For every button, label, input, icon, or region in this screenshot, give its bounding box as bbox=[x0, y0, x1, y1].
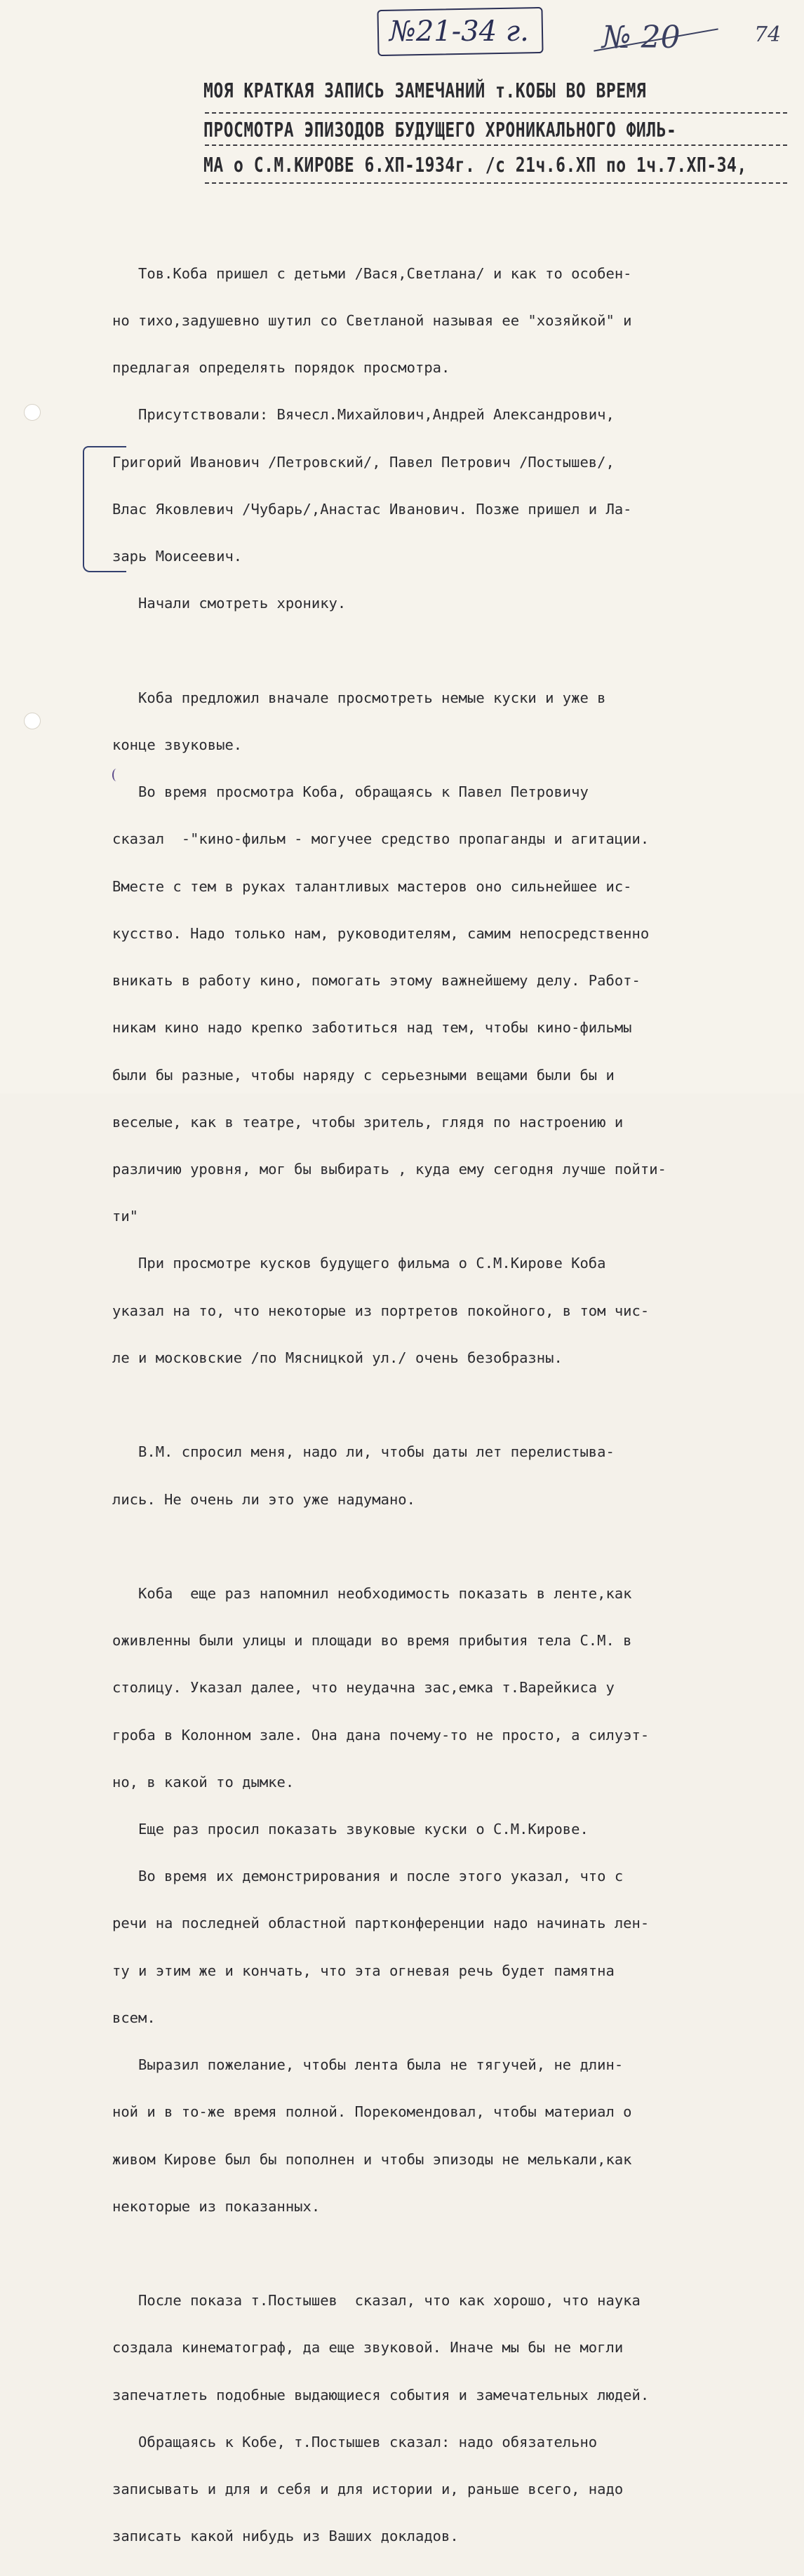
body-line: гроба в Колонном зале. Она дана почему-то не просто, а силуэт- bbox=[112, 1726, 650, 1744]
body-line: кусство. Надо только нам, руководителям, самим непосредственно bbox=[112, 924, 650, 942]
body-line: живом Кирове был бы пополнен и чтобы эпизоды не мелькали,как bbox=[112, 2150, 632, 2168]
body-line: Влас Яковлевич /Чубарь/,Анастас Иванович. Позже пришел и Ла- bbox=[112, 500, 632, 518]
body-line bbox=[112, 1397, 786, 1412]
body-line: никам кино надо крепко заботиться над тем, чтобы кино-фильмы bbox=[112, 1019, 632, 1037]
body-line: зарь Моисеевич. bbox=[112, 548, 243, 565]
handwritten-file-number: №21-34 г. bbox=[389, 15, 529, 48]
body-line: Во время просмотра Коба, обращаясь к Павел Петровичу bbox=[112, 783, 589, 801]
punch-hole bbox=[24, 404, 41, 421]
body-line: различию уровня, мог бы выбирать , куда ему сегодня лучше пойти- bbox=[112, 1160, 666, 1178]
body-line: Григорий Иванович /Петровский/, Павел Петрович /Постышев/, bbox=[112, 453, 615, 471]
body-line: Тов.Коба пришел с детьми /Вася,Светлана/ и как то особен- bbox=[112, 264, 632, 282]
body-line: Начали смотреть хронику. bbox=[112, 595, 347, 612]
body-line: веселые, как в театре, чтобы зритель, глядя по настроению и bbox=[112, 1113, 624, 1131]
body-line bbox=[112, 643, 786, 659]
body-line: ной и в то-же время полной. Порекомендовал, чтобы материал о bbox=[112, 2103, 632, 2121]
body-line: Выразил пожелание, чтобы лента была не тягучей, не длин- bbox=[112, 2056, 624, 2074]
title-dashed-rule bbox=[205, 112, 787, 114]
handwritten-old-number: № 20 bbox=[602, 20, 681, 55]
body-line: Вместе с тем в руках талантливых мастеров оно сильнейшее ис- bbox=[112, 877, 632, 895]
body-line: Еще раз просил показать звуковые куски о С.М.Кирове. bbox=[112, 1821, 589, 1838]
body-line: речи на последней областной партконференции надо начинать лен- bbox=[112, 1915, 650, 1932]
document-body bbox=[112, 234, 786, 2576]
title-line-3: МА о С.М.КИРОВЕ 6.ХП-1934г. /с 21ч.6.ХП по 1ч.7.ХП-34, bbox=[203, 154, 747, 177]
body-line: предлагая определять порядок просмотра. bbox=[112, 359, 450, 377]
body-line: ле и московские /по Мясницкой ул./ очень безобразны. bbox=[112, 1349, 563, 1366]
body-line: были бы разные, чтобы наряду с серьезными вещами были бы и bbox=[112, 1066, 615, 1084]
body-line: запечатлеть подобные выдающиеся события и замечательных людей. bbox=[112, 2386, 650, 2403]
title-dashed-rule bbox=[205, 182, 787, 184]
body-line: Присутствовали: Вячесл.Михайлович,Андрей Александрович, bbox=[112, 406, 615, 424]
title-line-1: МОЯ КРАТКАЯ ЗАПИСЬ ЗАМЕЧАНИЙ т.КОБЫ ВО ВРЕМЯ bbox=[203, 80, 647, 103]
body-line: ти" bbox=[112, 1208, 139, 1225]
body-line: Во время их демонстрирования и после этого указал, что с bbox=[112, 1868, 624, 1885]
body-line: После показа т.Постышев сказал, что как хорошо, что наука bbox=[112, 2292, 641, 2309]
body-line: сказал -"кино-фильм - могучее средство пропаганды и агитации. bbox=[112, 830, 650, 848]
body-line: указал на то, что некоторые из портретов покойного, в том чис- bbox=[112, 1302, 650, 1319]
body-line: столицу. Указал далее, что неудачна зас,емка т.Варейкиса у bbox=[112, 1679, 615, 1697]
body-line: некоторые из показанных. bbox=[112, 2197, 321, 2215]
body-line: вникать в работу кино, помогать этому важнейшему делу. Работ- bbox=[112, 972, 641, 990]
punch-hole bbox=[24, 713, 41, 729]
body-line: конце звуковые. bbox=[112, 736, 243, 753]
body-line: Коба предложил вначале просмотреть немые куски и уже в bbox=[112, 689, 606, 706]
title-dashed-rule bbox=[205, 144, 787, 146]
body-line bbox=[112, 1539, 786, 1554]
body-line: создала кинематограф, да еще звуковой. Иначе мы бы не могли bbox=[112, 2339, 624, 2356]
body-line: записать какой нибудь из Ваших докладов. bbox=[112, 2528, 459, 2545]
handwritten-page-number: 74 bbox=[754, 22, 782, 47]
body-line: оживленны были улицы и площади во время прибытия тела С.М. в bbox=[112, 1632, 632, 1650]
body-line: При просмотре кусков будущего фильма о С.М.Кирове Коба bbox=[112, 1255, 606, 1272]
body-line: лись. Не очень ли это уже надумано. bbox=[112, 1490, 415, 1508]
title-line-2: ПРОСМОТРА ЭПИЗОДОВ БУДУЩЕГО ХРОНИКАЛЬНОГО ФИЛЬ- bbox=[203, 119, 677, 142]
body-line: записывать и для и себя и для истории и, раньше всего, надо bbox=[112, 2481, 624, 2498]
body-line: ту и этим же и кончать, что эта огневая речь будет памятна bbox=[112, 1962, 615, 1979]
body-line: но, в какой то дымке. bbox=[112, 1773, 295, 1791]
body-line bbox=[112, 2246, 786, 2261]
body-line: всем. bbox=[112, 2009, 156, 2026]
body-line: но тихо,задушевно шутил со Светланой называя ее "хозяйкой" и bbox=[112, 312, 632, 330]
body-line: В.М. спросил меня, надо ли, чтобы даты лет перелистыва- bbox=[112, 1443, 615, 1461]
body-line: Коба еще раз напомнил необходимость показать в ленте,как bbox=[112, 1584, 632, 1602]
body-line: Обращаясь к Кобе, т.Постышев сказал: надо обязательно bbox=[112, 2433, 598, 2450]
